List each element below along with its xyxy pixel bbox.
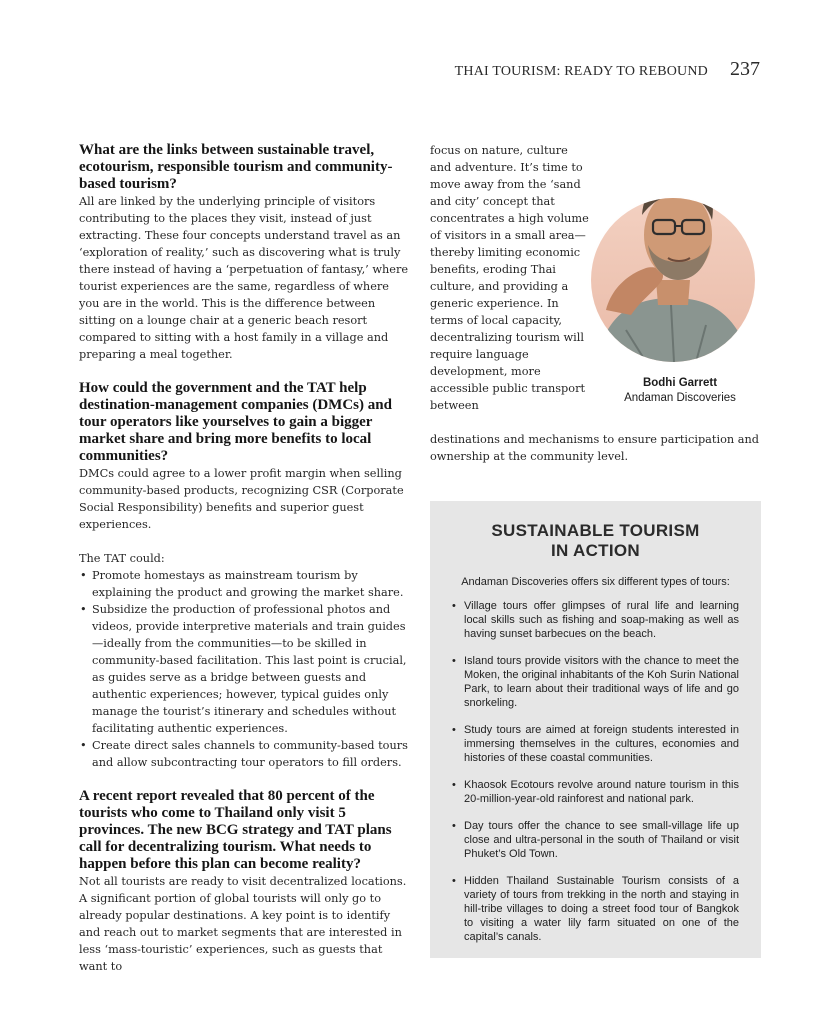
portrait-photo bbox=[586, 140, 760, 362]
right-column-full bbox=[430, 431, 765, 465]
sidebar-title bbox=[452, 521, 739, 561]
running-header bbox=[455, 58, 760, 81]
question-2: How could the government and the TAT help destination-management companies (DMCs) and tour operators like yourselves to gain a bigger market share and bring more benefits to local communities? bbox=[79, 380, 392, 464]
answer-1: All are linked by the underlying principle of visitors contributing to the places they visit, instead of just extracting. These four concepts understand travel as an ‘exploration of reality,’ such as discovering what is truly there instead of having a ‘perpetuation of fantasy,’ where tourist experiences are the same, regardless of where you are in the world. This is the difference between sitting on a lounge chair at a generic beach resort compared to sitting with a host family in a village and preparing a meal together. bbox=[79, 195, 409, 361]
list-item: • Khaosok Ecotours revolve around nature tourism in this 20-million-year-old rainforest and national park. bbox=[452, 778, 739, 806]
sidebar-tour-list bbox=[452, 599, 739, 944]
list-item: • Village tours offer glimpses of rural life and learning local skills such as fishing and soap-making as well as having sunset barbecues on the beach. bbox=[452, 599, 739, 641]
list-item: • Create direct sales channels to community-based tours and allow subcontracting tour operators to fill orders. bbox=[79, 737, 409, 771]
question-1: What are the links between sustainable travel, ecotourism, responsible tourism and community-based tourism? bbox=[79, 142, 393, 192]
list-item: • Promote homestays as mainstream tourism by explaining the product and growing the market share. bbox=[79, 567, 409, 601]
list-item: • Island tours provide visitors with the chance to meet the Moken, the original inhabitants of the Koh Surin National Park, to learn about their traditional ways of life and go snorkeling. bbox=[452, 654, 739, 710]
tat-intro: The TAT could: bbox=[79, 552, 165, 565]
sidebar-box bbox=[430, 501, 761, 958]
list-item: • Day tours offer the chance to see small-village life up close and ultra-personal in the south of Thailand or visit Phuket’s Old Town. bbox=[452, 819, 739, 861]
running-title: THAI TOURISM: READY TO REBOUND bbox=[454, 64, 708, 79]
answer-3: Not all tourists are ready to visit decentralized locations. A significant portion of global tourists will only go to already popular destinations. A key point is to identify and reach out to market segments that are interested in less ‘mass-touristic’ experiences, such as guests that want to bbox=[79, 875, 407, 973]
tat-list bbox=[79, 567, 409, 771]
sidebar-title-line-2: IN ACTION bbox=[551, 541, 640, 560]
left-column bbox=[79, 142, 409, 975]
portrait-caption bbox=[590, 376, 770, 406]
list-item: • Hidden Thailand Sustainable Tourism consists of a variety of tours from trekking in the north and staying in hill-tribe villages to doing a street food tour of Bangkok to visiting a water lily farm situated on one of the capital’s canals. bbox=[452, 874, 739, 944]
answer-2: DMCs could agree to a lower profit margin when selling community-based products, recognizing CSR (Corporate Social Responsibility) benefits and superior guest experiences. bbox=[79, 467, 404, 531]
portrait-name: Bodhi Garrett bbox=[642, 377, 718, 389]
answer-3-end: destinations and mechanisms to ensure participation and ownership at the community level. bbox=[430, 433, 759, 463]
list-item: • Study tours are aimed at foreign students interested in immersing themselves in the cultures, economies and histories of these coastal communities. bbox=[452, 723, 739, 765]
answer-3-continued: focus on nature, culture and adventure. It’s time to move away from the ‘sand and city’ concept that concentrates a high volume of visitors in a small area—thereby limiting economic benefits, eroding Thai culture, and providing a generic experience. In terms of local capacity, decentralizing tourism will require language development, more accessible public transport between bbox=[430, 144, 589, 412]
question-3: A recent report revealed that 80 percent of the tourists who come to Thailand only visit 5 provinces. The new BCG strategy and TAT plans call for decentralizing tourism. What needs to happen before this plan can become reality? bbox=[79, 788, 392, 872]
portrait-company: Andaman Discoveries bbox=[624, 392, 736, 404]
page-number: 237 bbox=[730, 58, 760, 80]
list-item: • Subsidize the production of professional photos and videos, provide interpretive materials and train guides—ideally from the communities—to be skilled in community-based facilitation. This last point is crucial, as guides serve as a bridge between guests and authentic experiences; however, typical guides only manage the tourist’s itinerary and schedules without facilitating authentic experiences. bbox=[79, 601, 409, 737]
right-column-narrow bbox=[430, 142, 590, 414]
sidebar-title-line-1: SUSTAINABLE TOURISM bbox=[491, 521, 700, 540]
sidebar-intro: Andaman Discoveries offers six different types of tours: bbox=[461, 576, 730, 588]
